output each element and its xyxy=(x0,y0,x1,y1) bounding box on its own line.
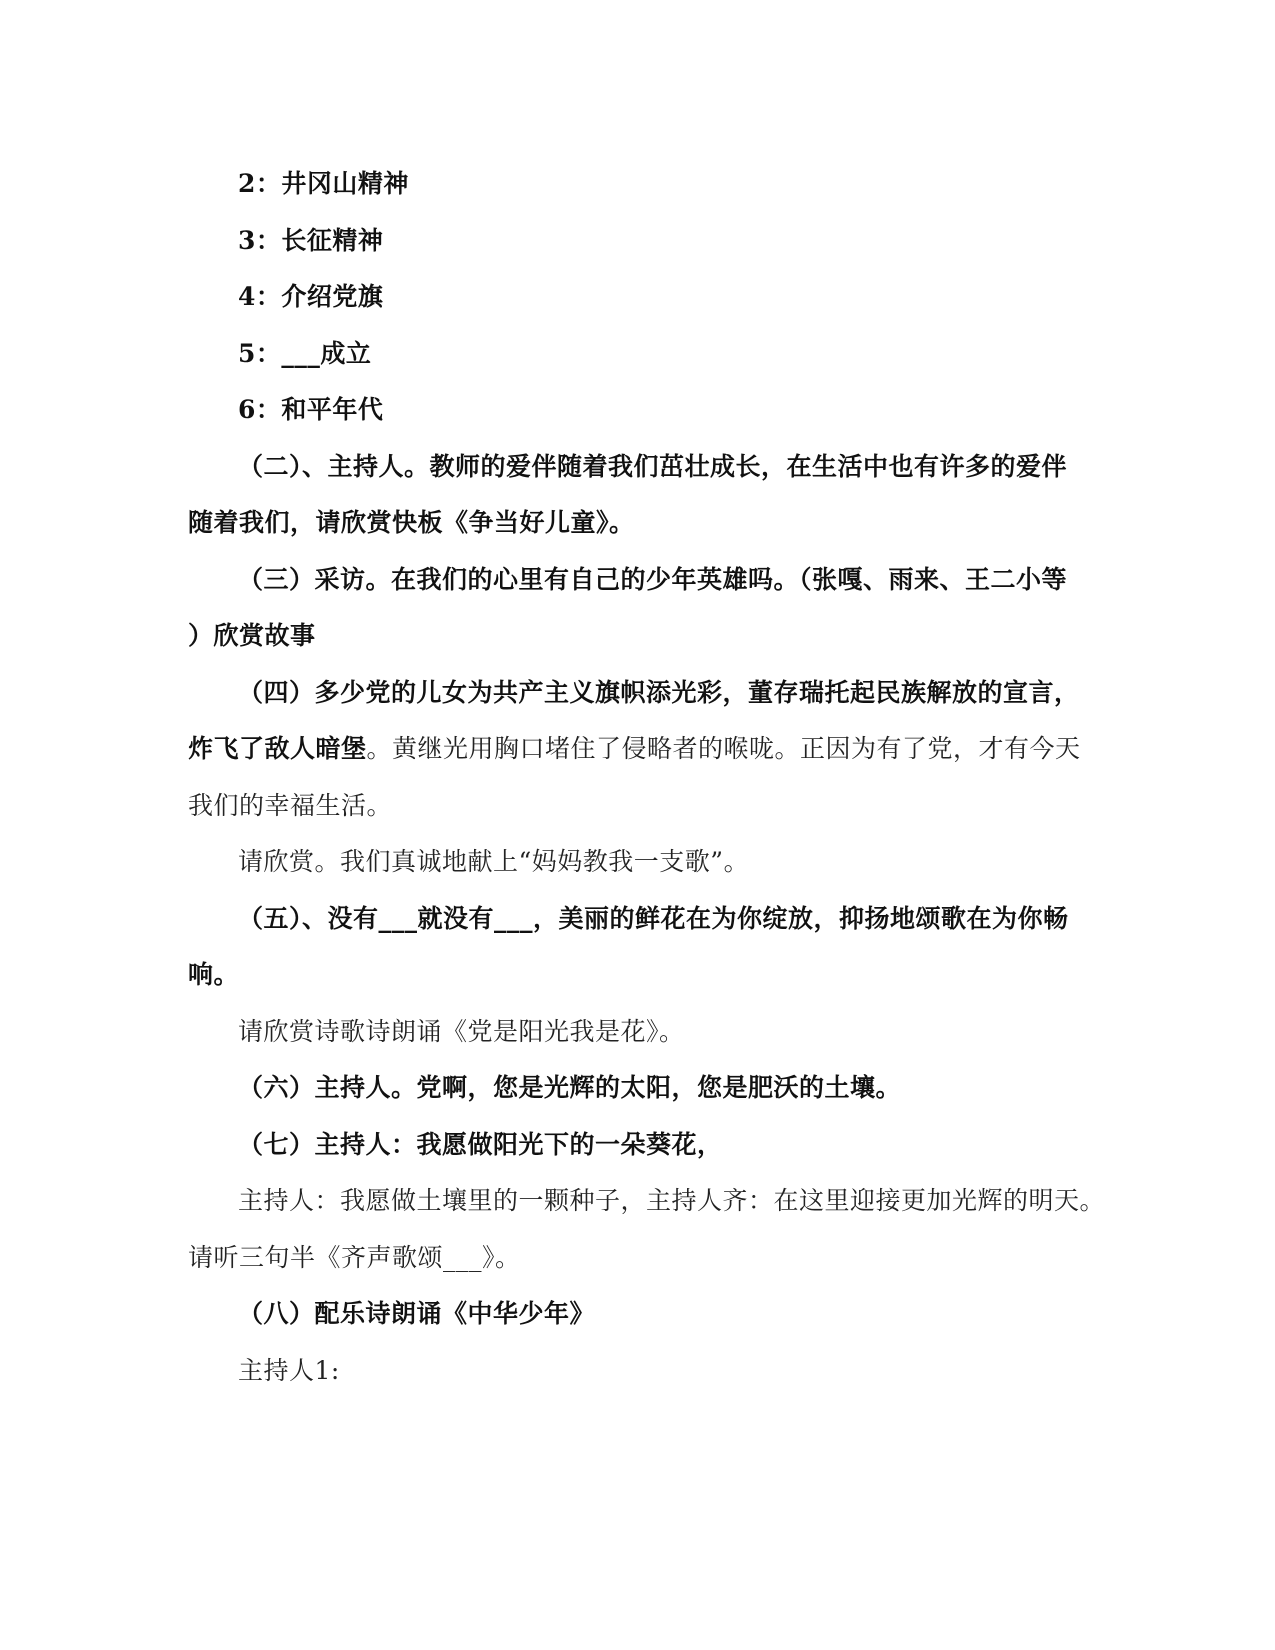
section-4-line-1: （四）多少党的儿女为共产主义旗帜添光彩，董存瑞托起民族解放的宣言， xyxy=(238,678,1080,707)
section-4-line-3: 我们的幸福生活。 xyxy=(188,791,393,820)
section-4-line-2 xyxy=(188,732,1081,766)
section-2-line-2: 随着我们，请欣赏快板《争当好儿童》。 xyxy=(188,508,635,537)
section-8-line-2: 主持人1: xyxy=(238,1356,340,1385)
section-5-line-1: （五）、没有___就没有___，美丽的鲜花在为你绽放，抑扬地颂歌在为你畅 xyxy=(238,904,1069,933)
list-item-6: 6：和平年代 xyxy=(238,395,384,424)
section-7-line-3: 请听三句半《齐声歌颂___》。 xyxy=(188,1243,521,1272)
section-5-line-3: 请欣赏诗歌诗朗诵《党是阳光我是花》。 xyxy=(238,1017,685,1046)
list-item-5: 5：___成立 xyxy=(238,339,372,368)
section-3-line-2: ）欣赏故事 xyxy=(188,621,316,650)
section-7-line-2: 主持人：我愿做土壤里的一颗种子，主持人齐：在这里迎接更加光辉的明天。 xyxy=(238,1186,1106,1215)
section-7-line-1: （七）主持人：我愿做阳光下的一朵葵花， xyxy=(238,1130,723,1159)
section-8-line-1: （八）配乐诗朗诵《中华少年》 xyxy=(238,1299,596,1328)
section-4-line-2-normal: 。黄继光用胸口堵住了侵略者的喉咙。正因为有了党，才有今天 xyxy=(366,734,1081,763)
section-4-line-4: 请欣赏。我们真诚地献上“妈妈教我一支歌”。 xyxy=(238,847,750,876)
section-3-line-1: （三）采访。在我们的心里有自己的少年英雄吗。（张嘎、雨来、王二小等 xyxy=(238,565,1068,594)
list-item-2: 2：井冈山精神 xyxy=(238,169,409,198)
section-5-line-2: 响。 xyxy=(188,960,240,989)
section-4-line-2-bold: 炸飞了敌人暗堡 xyxy=(188,734,367,763)
list-item-3: 3：长征精神 xyxy=(238,226,384,255)
list-item-4: 4：介绍党旗 xyxy=(238,282,384,311)
section-2-line-1: （二）、主持人。教师的爱伴随着我们茁壮成长，在生活中也有许多的爱伴 xyxy=(238,452,1068,481)
section-6-line-1: （六）主持人。党啊，您是光辉的太阳，您是肥沃的土壤。 xyxy=(238,1073,902,1102)
